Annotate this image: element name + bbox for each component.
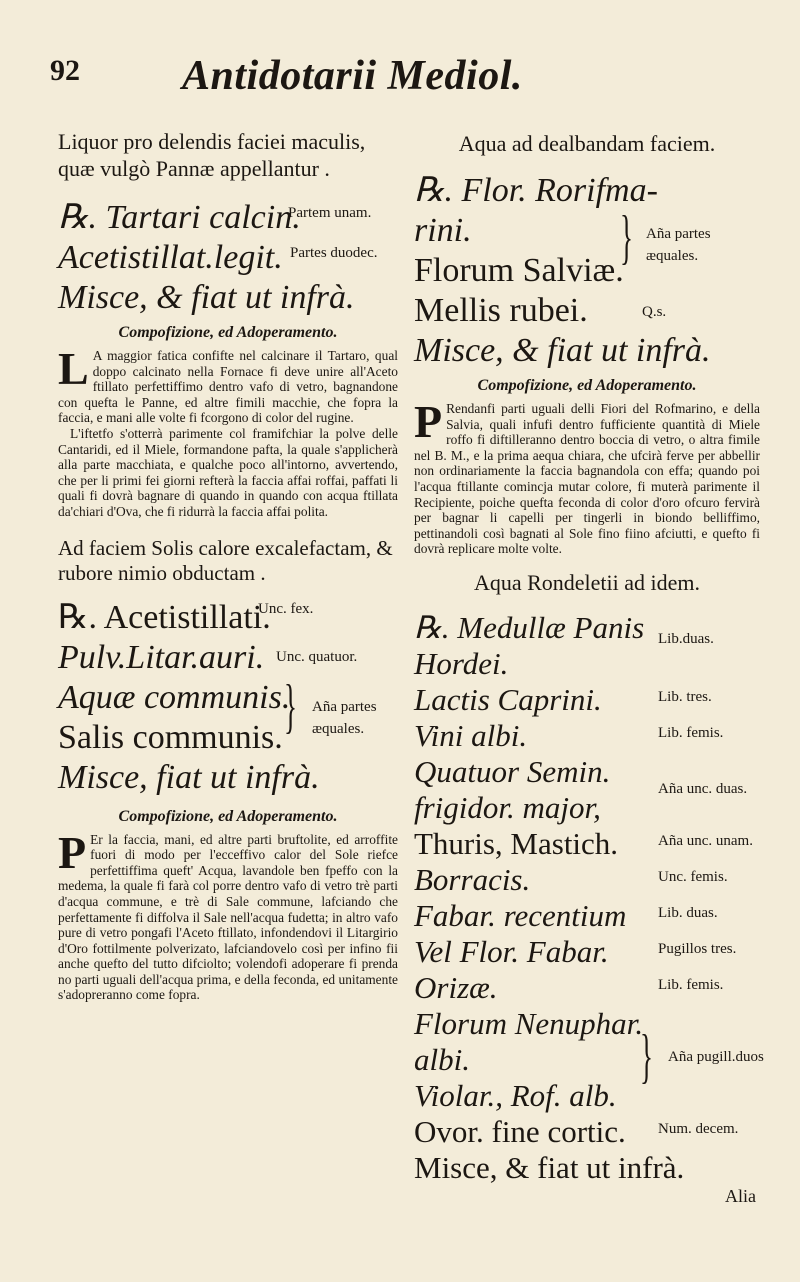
ingredient-list [58, 198, 398, 318]
ingredient-line [414, 680, 760, 716]
ingredient-name: ℞. Medullæ Panis [414, 609, 645, 645]
ingredient-line [414, 1004, 760, 1040]
ingredient-name: Violar., Rof. alb. [414, 1077, 617, 1113]
catchword: Alia [725, 1185, 756, 1206]
recipe-text [58, 343, 398, 520]
ingredient-name: Orizæ. [414, 969, 498, 1005]
page-number: 92 [50, 54, 80, 87]
running-head: Antidotarii Mediol. [182, 53, 523, 99]
ingredient-line [414, 1076, 760, 1112]
brace-glyph: } [284, 672, 297, 739]
ingredient-line [414, 896, 760, 932]
ingredient-name: Thuris, Mastich. [414, 825, 619, 861]
section-heading: Compofizione, ed Adoperamento. [118, 324, 338, 341]
initial-letter: L [58, 343, 89, 394]
ingredient-line [414, 860, 760, 896]
ingredient-list [414, 171, 760, 371]
ingredient-name: frigidor. major, [414, 789, 601, 825]
right-column [414, 88, 764, 1207]
recipe-title: Liquor pro delendis faciei maculis, quæ vulgò Pannæ appellantur . [58, 129, 366, 181]
ingredient-name: Ovor. fine cortic. [414, 1113, 626, 1149]
recipe-text [414, 396, 760, 557]
ingredient-line [58, 238, 398, 278]
paragraph: Er la faccia, mani, ed altre parti bruftolite, ed arroffite fuori di modo per l'ecceffivo calor del Sole riefce perfettiffima queft' Acqua, lavandole ben fpeffo con la medema, la quale fi farà col porre dentro vafo di vetro trè parti d'acqua commune, e trè di Sale commune, lafciando che perfettamente fi diffolva il Sale nell'acqua fudetta; in altro vafo pure di vetro pongafi l'Aceto ftillato, infondendovi il Litargirio d'Oro fottilmente polverizato, lafciandovelo così per infino fii anche quefto del tutto difciolto; volendofi adoperare fi prenda no parti uguali dell'acqua prima, e della feconda, ed unitamente s'adopreranno come fopra. [58, 831, 398, 1003]
ingredient-quantity: Aña unc. duas. [658, 780, 748, 797]
ingredient-list [58, 598, 398, 798]
ingredient-quantity: Unc. fex. [258, 600, 314, 617]
ingredient-quantity: Unc. femis. [658, 868, 728, 885]
ingredient-name: Lactis Caprini. [414, 681, 602, 717]
ingredient-name: Acetistillat.legit. [58, 239, 283, 276]
ingredient-name: Mellis rubei. [414, 292, 588, 329]
ingredient-line [414, 1148, 760, 1184]
ingredient-list [414, 608, 764, 1185]
ingredient-line [414, 248, 760, 291]
ingredient-line [414, 291, 760, 331]
paragraph: Rendanfi parti uguali delli Fiori del Rofmarino, e della Salvia, quali infufi dentro fufficiente quantità di Miele roffo fi diftilleranno dentro boccia di vetro, o altra fimile nel B. M., e la prima aequa chiara, che ufcirà ferve per abbellir non ordinariamente la faccia bagnandola con effa; quando poi l'acqua ftillante comincja mutar colore, fi muterà parimente il Recipiente, poiche quefta feconda di color d'oro ofcuro fervirà per bagnar li capelli per tingerli in biondo belliffimo, pettinandoli così bagnati al Sole fino fiino afciutti, e quefto fi dovrà replicare molte volte. [414, 401, 760, 557]
brace-glyph: } [620, 204, 633, 270]
ingredient-name: Misce, fiat ut infrà. [58, 758, 320, 796]
recipe-title: Aqua Rondeletii ad idem. [473, 569, 701, 595]
ingredient-quantity: æquales. [646, 248, 699, 264]
paragraph: A maggior fatica confifte nel calcinare il Tartaro, qual doppo calcinato nella Fornace fi deve unire all'Aceto ftillato perfettiffimo dentro vafo di vetro, bagnandone con quefta le Panne, ed altre fimili macchie, che fopra la faccia, e mani alle volte fi fcorgono di color del rugine. [58, 348, 398, 426]
ingredient-quantity: Num. decem. [658, 1120, 739, 1137]
ingredient-line [414, 716, 760, 752]
ingredient-quantity: Aña partes [312, 698, 377, 715]
ingredient-quantity: Aña partes [646, 226, 711, 242]
ingredient-name: Fabar. recentium [414, 897, 627, 933]
ingredient-name: Aquæ communis. [58, 678, 291, 716]
ingredient-line [58, 718, 398, 758]
initial-letter: P [414, 396, 443, 447]
ingredient-line [58, 638, 398, 678]
ingredient-quantity: Lib.duas. [658, 630, 714, 647]
ingredient-line [58, 598, 398, 638]
ingredient-quantity: Partem unam. [288, 205, 372, 221]
ingredient-line [58, 758, 398, 798]
recipe-text [58, 826, 398, 1004]
ingredient-quantity: Lib. femis. [658, 724, 724, 741]
ingredient-quantity: Partes duodec. [290, 245, 378, 261]
ingredient-name: Vini albi. [414, 717, 528, 753]
ingredient-line [414, 1112, 760, 1148]
left-column [58, 112, 398, 1003]
initial-letter: P [58, 826, 87, 878]
ingredient-name: Florum Salviæ. [414, 252, 624, 289]
ingredient-line [414, 968, 760, 1004]
ingredient-name: Misce, & fiat ut infrà. [58, 279, 355, 316]
ingredient-line [414, 630, 760, 681]
recipe-title: Ad faciem Solis calore excalefactam, & rubore nimio obductam . [58, 535, 393, 585]
brace-glyph: } [640, 1022, 653, 1089]
ingredient-line [58, 278, 398, 318]
ingredient-line [58, 198, 398, 238]
ingredient-name: rini. [414, 212, 472, 249]
ingredient-name: Misce, & fiat ut infrà. [414, 1149, 685, 1185]
ingredient-line [414, 932, 760, 968]
ingredient-name: Misce, & fiat ut infrà. [414, 332, 711, 369]
ingredient-quantity: Lib. femis. [658, 976, 724, 993]
ingredient-name: Hordei. [414, 645, 509, 681]
ingredient-quantity: Aña unc. unam. [658, 832, 753, 849]
ingredient-name: Quatuor Semin. [414, 753, 611, 789]
ingredient-name: ℞. Tartari calcin. [58, 199, 301, 236]
paragraph: L'iftetfo s'otterrà parimente col framifchiar la polve delle Cantaridi, ed il Miele, formandone pafta, la quale s'applicherà alla parte macchiata, e qualche poco all'intorno, avvertendo, che per li primi fei giorni refterà la faccia affai roffai, paffati li quali fi dovrà bagnare di quando in quando con acqua ftillata da'chiari d'Ova, che fi ridurrà la faccia affai polita. [58, 425, 398, 519]
ingredient-quantity: æquales. [312, 720, 365, 737]
ingredient-quantity: Aña pugill.duos [668, 1048, 764, 1065]
ingredient-name: Florum Nenuphar. [414, 1005, 644, 1041]
recipe-title: Aqua ad dealbandam faciem. [458, 131, 716, 156]
ingredient-name: Vel Flor. Fabar. [414, 933, 609, 969]
ingredient-name: Pulv.Litar.auri. [58, 638, 265, 676]
ingredient-quantity: Q.s. [642, 304, 667, 320]
section-heading: Compofizione, ed Adoperamento. [118, 807, 338, 825]
ingredient-quantity: Unc. quatuor. [276, 648, 358, 665]
ingredient-line [414, 171, 760, 211]
ingredient-name: ℞. Flor. Rorifma- [414, 172, 658, 209]
ingredient-line [414, 780, 760, 825]
ingredient-line [414, 824, 760, 860]
ingredient-name: Salis communis. [58, 718, 283, 756]
ingredient-line [414, 331, 760, 371]
ingredient-name: Borracis. [414, 861, 531, 897]
ingredient-name: ℞. Acetistillati. [58, 598, 271, 636]
section-heading: Compofizione, ed Adoperamento. [477, 377, 697, 394]
ingredient-quantity: Pugillos tres. [658, 940, 737, 957]
ingredient-name: albi. [414, 1041, 470, 1077]
ingredient-quantity: Lib. duas. [658, 904, 718, 921]
ingredient-quantity: Lib. tres. [658, 688, 712, 705]
